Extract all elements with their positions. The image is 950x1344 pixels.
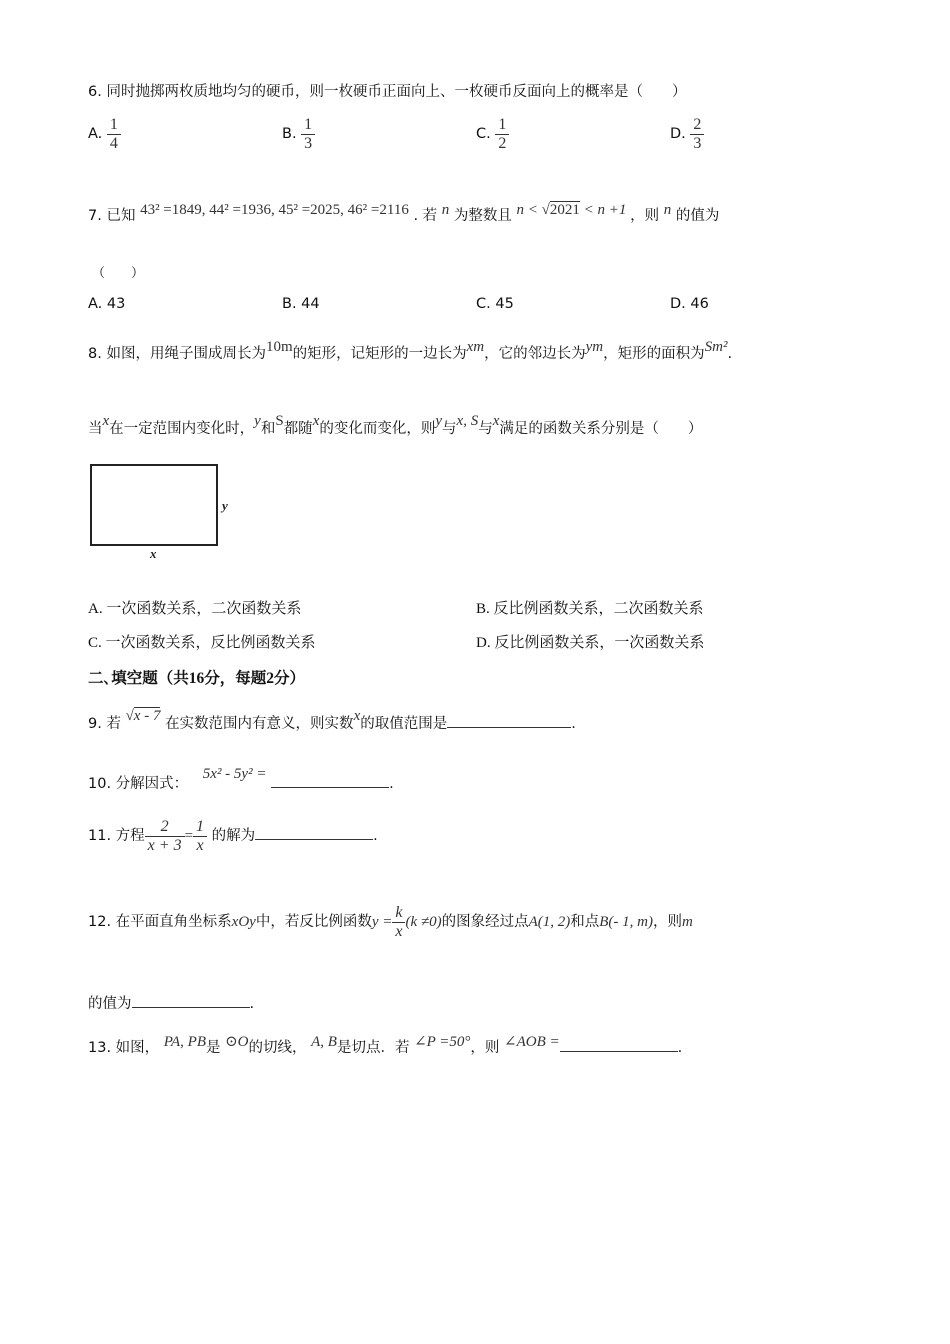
answer-blank xyxy=(447,713,571,728)
fraction: $\frac{1}{x}$ xyxy=(193,818,207,854)
fraction: $\frac{1}{3}$ xyxy=(301,116,315,152)
question-number: 10. xyxy=(88,776,112,792)
rectangle-figure xyxy=(90,464,218,546)
inequality: n < √2021 < n +1 xyxy=(516,202,627,218)
answer-blank xyxy=(560,1037,678,1052)
q8-option-a: A. 一次函数关系，二次函数关系 xyxy=(88,601,302,617)
q8-option-b: B. 反比例函数关系，二次函数关系 xyxy=(476,601,704,617)
question-text: 同时抛掷两枚质地均匀的硬币，则一枚硬币正面向上、一枚硬币反面向上的概率是（ ） xyxy=(106,84,687,100)
section-heading: 二､填空题（共16分，每题2分） xyxy=(88,670,306,687)
question-number: 7. xyxy=(88,208,102,224)
q6-option-a: A. $\frac{1}{4}$ xyxy=(88,116,121,152)
q7-stem: 7. 已知 43² =1849, 44² =1936, 45² =2025, 46² =2116 . 若 n 为整数且 n < √2021 < n +1 ，则 n 的值为 xyxy=(88,202,720,224)
question-number: 9. xyxy=(88,716,102,732)
sqrt-expression: √x - 7 xyxy=(125,708,161,724)
q6-option-d: D. $\frac{2}{3}$ xyxy=(670,116,704,152)
q8-stem-line1: 8. 如图，用绳子围成周长为10m的矩形，记矩形的一边长为xm，它的邻边长为ym，矩形的面积为Sm². xyxy=(88,339,733,362)
q9-stem: 9. 若 √x - 7 在实数范围内有意义，则实数x的取值范围是 . xyxy=(88,708,576,732)
fraction: $\frac{k}{x}$ xyxy=(392,904,405,940)
q7-option-c: C. 45 xyxy=(476,296,514,312)
fraction: $\frac{2}{3}$ xyxy=(690,116,704,152)
q11-stem: 11. 方程 $\frac{2}{x + 3}$ = $\frac{1}{x}$ 的解为 . xyxy=(88,818,378,854)
q8-option-c: C. 一次函数关系，反比例函数关系 xyxy=(88,635,316,651)
point-b: B(- 1, m) xyxy=(599,914,653,931)
answer-paren: （ ） xyxy=(92,266,145,281)
question-number: 8. xyxy=(88,346,102,362)
figure-label-x: x xyxy=(150,546,157,561)
question-number: 6. xyxy=(88,84,102,100)
squares-formula: 43² =1849, 44² =1936, 45² =2025, 46² =2116 xyxy=(140,202,409,218)
answer-blank xyxy=(255,825,373,840)
q7-option-b: B. 44 xyxy=(282,296,320,312)
answer-blank xyxy=(132,993,250,1008)
point-a: A(1, 2) xyxy=(528,914,571,931)
q12-stem-end: 的值为 . xyxy=(88,992,254,1013)
fraction: $\frac{1}{4}$ xyxy=(107,116,121,152)
q12-stem: 12. 在平面直角坐标系xOy中，若反比例函数y = $\frac{k}{x}$ (k ≠0)的图象经过点A(1, 2)和点B(- 1, m)，则m xyxy=(88,904,693,940)
factor-expression: 5x² - 5y² = xyxy=(202,766,267,782)
q6-option-b: B. $\frac{1}{3}$ xyxy=(282,116,315,152)
question-number: 12. xyxy=(88,914,112,931)
q7-option-d: D. 46 xyxy=(670,296,709,312)
q6-option-c: C. $\frac{1}{2}$ xyxy=(476,116,509,152)
q6-stem xyxy=(88,80,686,101)
q8-stem-line2: 当x在一定范围内变化时，y和S都随x的变化而变化，则y与x, S与x满足的函数关系分别是（ ） xyxy=(88,413,703,437)
fraction: $\frac{1}{2}$ xyxy=(495,116,509,152)
fraction: $\frac{2}{x + 3}$ xyxy=(145,818,185,854)
q10-stem: 10. 分解因式： 5x² - 5y² = . xyxy=(88,766,394,792)
q7-option-a: A. 43 xyxy=(88,296,126,312)
answer-blank xyxy=(271,773,389,788)
q8-option-d: D. 反比例函数关系，一次函数关系 xyxy=(476,635,705,651)
question-number: 11. xyxy=(88,828,112,845)
q13-stem: 13. 如图， PA, PB是 ⊙O的切线， A, B是切点．若 ∠P =50°，则 ∠AOB = . xyxy=(88,1034,683,1056)
figure-label-y: y xyxy=(222,498,228,513)
question-number: 13. xyxy=(88,1040,112,1056)
